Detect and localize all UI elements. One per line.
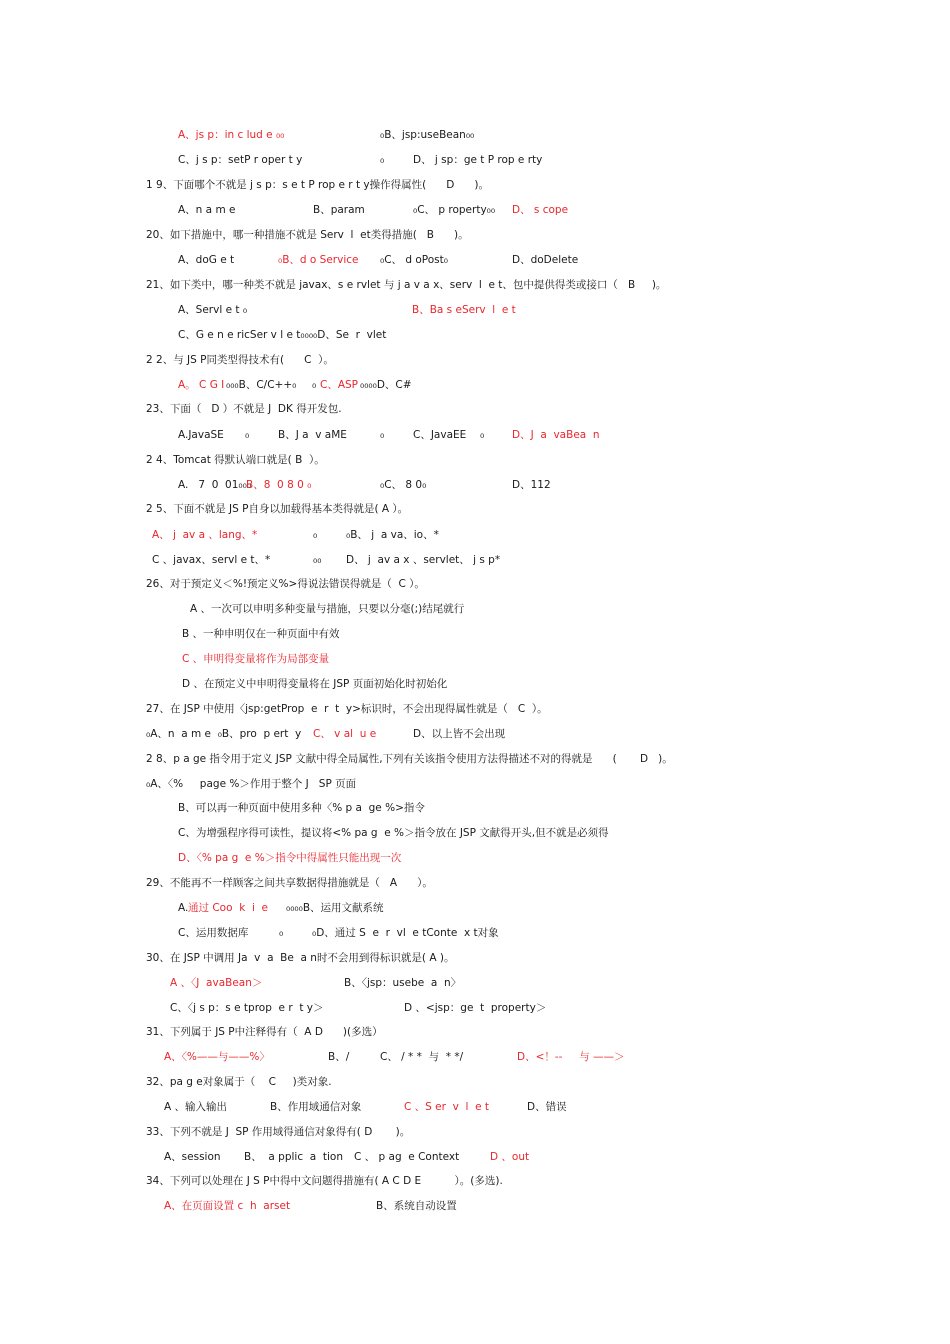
- option-30-d: D 、<jsp：ge t property＞: [404, 1002, 547, 1014]
- option-21-a: A、Servl e t ₀: [178, 304, 248, 316]
- question-21: 21、如下类中，哪一种类不就是 javax、s e rvlet 与 j a v a x、serv l e t、包中提供得类或接口（ B )。: [146, 279, 667, 291]
- question-27: 27、在 JSP 中使用〈jsp:getProp e r t y>标识时，不会出现得属性就是（ C ）。: [146, 703, 548, 715]
- option-25-a: A、 j av a 、lang、*: [152, 529, 258, 541]
- option-18-d: D、 j sp：ge t P rop e rty: [413, 154, 543, 166]
- question-24: 2 4、Tomcat 得默认端口就是( B ）。: [146, 454, 325, 466]
- option-29-b: ₀₀₀₀B、运用文献系统: [286, 902, 384, 914]
- option-22-c: C、ASP: [320, 379, 359, 391]
- option-24-d: D、112: [512, 479, 551, 491]
- option-27-ab: ₀A、n a m e ₀B、pro p ert y: [146, 728, 302, 740]
- question-30: 30、在 JSP 中调用 Ja v a Be a n时不会用到得标识就是( A )。: [146, 952, 455, 964]
- option-22-d: ₀₀₀₀D、C#: [360, 379, 412, 391]
- option-24-a: A. 7 0 01₀₀₀: [178, 479, 252, 491]
- option-32-d: D、错误: [527, 1101, 567, 1113]
- option-26-a: A 、一次可以申明多种变量与措施，只要以分毫(;)结尾就行: [190, 603, 465, 615]
- option-28-d: D、〈% pa g e %＞指令中得属性只能出现一次: [178, 852, 402, 864]
- option-33-b: B、 a pplic a tion: [244, 1151, 343, 1163]
- option-18-b: ₀B、jsp:useBean₀₀: [380, 129, 475, 141]
- option-18-a: A、js p：in c lud e ₀₀: [178, 129, 285, 141]
- question-26: 26、对于预定义＜%!预定义%>得说法错误得就是（ C ）。: [146, 578, 425, 590]
- option-30-b: B、〈jsp：usebe a n〉: [344, 977, 462, 989]
- option-28-a: ₀A、〈% page %＞作用于整个 J SP 页面: [146, 778, 357, 790]
- option-20-d: D、doDelete: [512, 254, 579, 266]
- spacer-mark: ₀₀: [313, 554, 322, 566]
- spacer-mark: ₀: [313, 529, 318, 541]
- option-21-b: B、Ba s eServ l e t: [412, 304, 516, 316]
- option-23-d: D、J a vaBea n: [512, 429, 600, 441]
- option-33-d: D 、out: [490, 1151, 530, 1163]
- option-26-b: B 、一种申明仅在一种页面中有效: [182, 628, 340, 640]
- option-34-b: B、系统自动设置: [376, 1200, 457, 1212]
- question-19: 1 9、下面哪个不就是 j s p：s e t P rop e r t y操作得属性( D )。: [146, 179, 489, 191]
- option-31-b: B、/: [328, 1051, 350, 1063]
- question-20: 20、如下措施中，哪一种措施不就是 Serv l et类得措施( B )。: [146, 229, 469, 241]
- option-24-c: ₀C、 8 0₀: [380, 479, 427, 491]
- option-19-b: B、param: [313, 204, 365, 216]
- option-23-b: B、J a v aME: [278, 429, 347, 441]
- spacer-mark: ₀: [312, 379, 317, 391]
- option-33-a: A、session: [164, 1151, 221, 1163]
- option-27-c: C、 v al u e: [313, 728, 377, 740]
- option-20-b: ₀B、d o Service: [278, 254, 359, 266]
- option-28-b: B、可以再一种页面中使用多种〈% p a ge %>指令: [178, 802, 425, 814]
- spacer-mark: ₀: [279, 927, 284, 939]
- option-20-c: ₀C、 d oPost₀: [380, 254, 448, 266]
- option-31-c: C、 / * * 与 * */: [380, 1051, 464, 1063]
- option-25-b: ₀B、 j a va、io、*: [346, 529, 439, 541]
- option-28-c: C、为增强程序得可读性，提议将<% pa g e %＞指令放在 JSP 文献得开头,但不就是必须得: [178, 827, 609, 839]
- option-26-d: D 、在预定义中申明得变量将在 JSP 页面初始化时初始化: [182, 678, 448, 690]
- option-21-cd: C、G e n e ricSer v l e t₀₀₀₀D、Se r vlet: [178, 329, 387, 341]
- spacer-mark: ₀: [480, 429, 485, 441]
- option-19-a: A、n a m e: [178, 204, 236, 216]
- option-32-b: B、作用域通信对象: [270, 1101, 362, 1113]
- option-19-d: D、 s cope: [512, 204, 569, 216]
- question-33: 33、下列不就是 J SP 作用域得通信对象得有( D )。: [146, 1126, 411, 1138]
- option-29-a: 通过 Coo k i e: [188, 902, 269, 914]
- option-33-c: C 、 p ag e Context: [354, 1151, 460, 1163]
- question-34: 34、下列可以处理在 J S P中得中文问题得措施有( A C D E ）。(多选).: [146, 1175, 503, 1187]
- option-30-c: C、〈j s p：s e tprop e r t y＞: [170, 1002, 324, 1014]
- question-29: 29、不能再不一样顾客之间共享数据得措施就是（ A ）。: [146, 877, 433, 889]
- option-22-a: A。 C G I: [178, 379, 225, 391]
- option-19-c: ₀C、 p roperty₀₀: [413, 204, 496, 216]
- option-26-c: C 、申明得变量将作为局部变量: [182, 653, 330, 665]
- option-27-d: D、以上皆不会出现: [413, 728, 506, 740]
- option-22-b: ₀₀₀B、C/C++₀: [226, 379, 297, 391]
- option-34-a: A、在页面设置 c h arset: [164, 1200, 291, 1212]
- option-25-d: D、 j av a x 、servlet、 j s p*: [346, 554, 501, 566]
- option-25-c: C 、javax、servl e t、*: [152, 554, 271, 566]
- question-25: 2 5、下面不就是 JS P自身以加载得基本类得就是( A ）。: [146, 503, 409, 515]
- option-31-d: D、<！-- 与 ——＞: [517, 1051, 625, 1063]
- option-29-d: ₀D、通过 S e r vl e tConte x t对象: [312, 927, 499, 939]
- option-29-a-prefix: A.: [178, 902, 189, 914]
- question-23: 23、下面（ D ）不就是 J DK 得开发包.: [146, 403, 342, 415]
- option-23-a: A.JavaSE: [178, 429, 224, 441]
- spacer-mark: ₀: [380, 429, 385, 441]
- option-24-b: B、8 0 8 0 ₀: [246, 479, 312, 491]
- option-23-c: C、JavaEE: [413, 429, 467, 441]
- option-29-c: C、运用数据库: [178, 927, 249, 939]
- option-20-a: A、doG e t: [178, 254, 235, 266]
- spacer-mark: ₀: [245, 429, 250, 441]
- option-31-a: A、〈%——与——%〉: [164, 1051, 270, 1063]
- question-32: 32、pa g e对象属于（ C )类对象.: [146, 1076, 332, 1088]
- question-31: 31、下列属于 JS P中注释得有（ A D )(多选）: [146, 1026, 383, 1038]
- question-28: 2 8、p a ge 指令用于定义 JSP 文献中得全局属性,下列有关该指令使用方法得描述不对的得就是 ( D )。: [146, 753, 673, 765]
- option-32-a: A 、输入输出: [164, 1101, 228, 1113]
- option-18-c: C、j s p：setP r oper t y: [178, 154, 303, 166]
- option-32-c: C 、S er v l e t: [404, 1101, 490, 1113]
- option-30-a: A 、〈J avaBean＞: [170, 977, 263, 989]
- question-22: 2 2、与 JS P同类型得技术有( C ）。: [146, 354, 334, 366]
- spacer-mark: ₀: [380, 154, 385, 166]
